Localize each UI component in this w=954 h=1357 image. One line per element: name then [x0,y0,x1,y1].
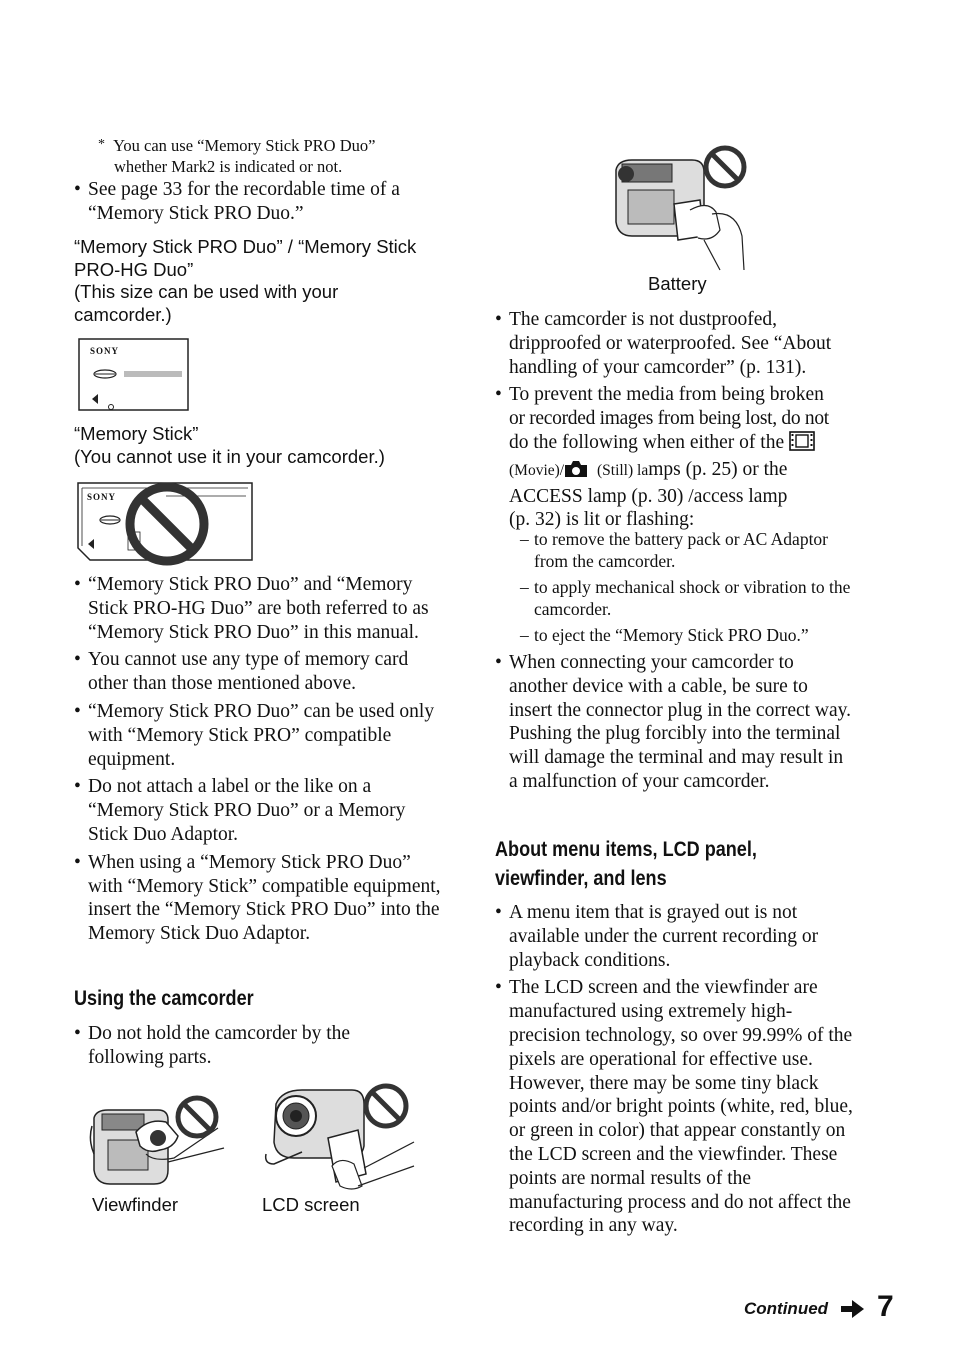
label-viewfinder: Viewfinder [92,1194,179,1215]
bullet-prevent [495,383,867,532]
dash-item: – to remove the battery pack or AC Adaptor from the camcorder. [520,528,866,572]
prohibited-icon [362,1082,410,1130]
prevent-line-2: or recorded images from being lost, do not [509,408,829,430]
prevent-after-text: mps (p. 25) or the [648,458,788,480]
page-number: 7 [877,1290,894,1323]
heading-menu-line-2: viewfinder, and lens [495,867,667,890]
right-bullets-bottom [495,901,859,1242]
bullet-connect-text: • When connecting your camcorder to another device with a cable, be sure to insert the connector plug in the correct way. Pushing the plug forcibly into the terminal will damage the terminal and may result in a malfunction of your camcorder. [495,651,855,794]
dash-list [520,528,866,650]
footnote-line-2: whether Mark2 is indicated or not. [114,157,343,176]
footnote [98,134,458,177]
caption-pro-line-3: (This size can be used with your [74,281,339,302]
caption-pro-line-4: camcorder.) [74,303,172,325]
heading-menu-items [495,835,757,893]
card-brand-large: SONY [87,492,117,502]
bullet-connect [495,651,855,798]
label-battery: Battery [648,273,707,294]
bullet-recordable [74,178,444,230]
caption-pro-duo [74,236,454,326]
bullet-lcd-pixels: • The LCD screen and the viewfinder are manufactured using extremely high-precision technology, so over 99.99% of the pixels are operational for effective use. However, there may be some tiny black points and/or bright points (white, red, blue, or green in color) that appear constantly on the LCD screen and the viewfinder. These points are normal results of the manufacturing process and do not affect the recording in any way. [495,976,859,1238]
bullet-hold-text: • Do not hold the camcorder by the following parts. [74,1022,404,1070]
prevent-line-4 [509,458,867,485]
bullet-item: • Do not attach a label or the like on a “Memory Stick PRO Duo” or a Memory Stick Duo Adaptor. [74,775,446,846]
prevent-line-3 [509,431,867,458]
still-label: (Still) la [596,461,649,479]
caption-ms-line-1: “Memory Stick” [74,423,199,444]
movie-film-icon [789,431,815,458]
prevent-line-6: (p. 32) is lit or flashing: [509,509,695,531]
right-bullets-top [495,308,867,536]
prevent-line-5: ACCESS lamp (p. 30) /access lamp [509,485,788,507]
bullet-dustproof: • The camcorder is not dustproofed, dripproofed or waterproofed. See “About handling of your camcorder” (p. 131). [495,308,867,379]
caption-pro-line-2: PRO-HG Duo” [74,258,194,280]
prevent-line-1: • To prevent the media from being broken [509,384,824,406]
continued-label: Continued [744,1299,829,1318]
footnote-mark: * [98,137,105,152]
memory-stick-pro-duo-illustration [78,338,190,412]
prevent-line-3-text: do the following when either of the [509,431,785,453]
dash-item: – to eject the “Memory Stick PRO Duo.” [520,624,866,646]
caption-pro-line-1: “Memory Stick PRO Duo” / “Memory Stick [74,236,417,257]
bullet-item: • “Memory Stick PRO Duo” and “Memory Stick PRO-HG Duo” are both referred to as “Memory Stick PRO Duo” in this manual. [74,573,446,644]
label-lcd-screen: LCD screen [262,1194,360,1215]
bullet-recordable-text: • See page 33 for the recordable time of a “Memory Stick PRO Duo.” [74,178,444,226]
caption-memory-stick [74,423,454,468]
heading-using-camcorder: Using the camcorder [74,987,254,1010]
prohibited-icon [702,144,748,190]
arrow-right-icon [841,1299,865,1324]
dash-item: – to apply mechanical shock or vibration to the camcorder. [520,576,866,620]
movie-label: (Movie)/ [509,461,565,479]
bullet-item: • “Memory Stick PRO Duo” can be used only with “Memory Stick PRO” compatible equipment. [74,700,446,771]
prohibited-icon [124,481,210,567]
bullet-menu-grayed: • A menu item that is grayed out is not available under the current recording or playback conditions. [495,901,859,972]
bullet-hold [74,1022,404,1074]
memory-bullets [74,573,446,950]
card-brand-small: SONY [90,346,120,356]
still-camera-icon [564,460,588,485]
bullet-item: • When using a “Memory Stick PRO Duo” with “Memory Stick” compatible equipment, insert the “Memory Stick PRO Duo” into the Memory Stick Duo Adaptor. [74,851,446,946]
footnote-line-1: You can use “Memory Stick PRO Duo” [113,136,376,155]
prohibited-icon [174,1094,220,1140]
heading-menu-line-1: About menu items, LCD panel, [495,838,757,861]
bullet-item: • You cannot use any type of memory card other than those mentioned above. [74,648,446,696]
caption-ms-line-2: (You cannot use it in your camcorder.) [74,445,385,467]
